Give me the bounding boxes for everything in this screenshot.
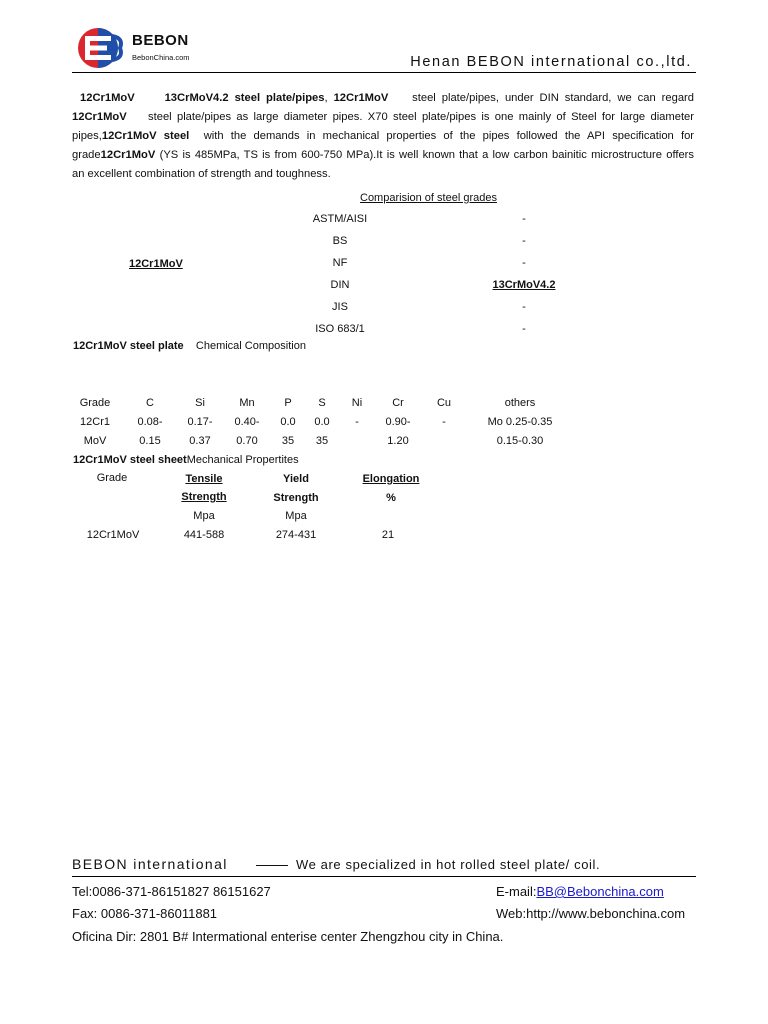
footer-divider <box>72 876 696 877</box>
equiv-bs: - <box>522 235 526 247</box>
footer-fax: Fax: 0086-371-86011881 <box>72 906 218 921</box>
chem-cell: Mo 0.25-0.35 <box>487 416 553 428</box>
grade-name: 13CrMoV4.2 steel plate/pipes <box>164 92 325 104</box>
bebon-logo-icon <box>76 26 130 70</box>
footer-email <box>496 884 664 899</box>
chem-cell: 0.70 <box>236 435 258 447</box>
std-iso: ISO 683/1 <box>315 323 365 335</box>
chemical-title <box>73 340 306 352</box>
text: steel plate/pipes as large diameter pipes. X70 steel plate/pipes is one mainly of Steel for large diameter <box>148 111 695 123</box>
chem-cell: 0.37 <box>189 435 211 447</box>
chem-header: Cr <box>392 397 404 409</box>
chem-header: Grade <box>79 397 111 409</box>
chem-cell: 0.15-0.30 <box>496 435 544 447</box>
chem-header: Mn <box>239 397 255 409</box>
mechanical-title-bold: 12Cr1MoV steel sheet <box>73 454 187 466</box>
std-bs: BS <box>332 235 348 247</box>
equiv-nf: - <box>522 257 526 269</box>
footer-address: Oficina Dir: 2801 B# Intermational enterise center Zhengzhou city in China. <box>72 929 504 944</box>
chemical-title-bold: 12Cr1MoV steel plate <box>73 340 184 352</box>
text: with the demands in mechanical properties of the pipes followed the API specification for <box>203 130 695 142</box>
grade-name: 12Cr1MoV steel <box>101 130 190 142</box>
chem-header: Ni <box>351 397 363 409</box>
chem-header: S <box>318 397 326 409</box>
mech-cell-yield: 274-431 <box>275 529 317 541</box>
mech-header-grade: Grade <box>96 472 128 484</box>
mech-header-elong-unit: % <box>386 492 396 504</box>
chem-cell: 0.15 <box>139 435 161 447</box>
text: pipes, <box>72 130 102 142</box>
chem-cell: 0.0 <box>280 416 296 428</box>
comparison-title-link[interactable]: Comparision of steel grades <box>360 192 497 204</box>
text: , <box>324 92 334 104</box>
text: (YS is 485MPa, TS is from 600-750 MPa).It is well known that a low carbon bainitic microstructure offers <box>159 149 694 161</box>
tensile-link[interactable]: Tensile <box>185 473 223 485</box>
unit-tensile: Mpa <box>193 510 215 522</box>
chem-cell: 35 <box>281 435 295 447</box>
email-link[interactable]: BB@Bebonchina.com <box>536 884 664 899</box>
chem-cell: 12Cr1 <box>80 416 110 428</box>
mech-header-yield-strength: Strength <box>273 492 319 504</box>
grade-name: 12Cr1MoV <box>100 149 156 161</box>
chem-cell: 0.17- <box>187 416 213 428</box>
intro-line <box>72 127 694 146</box>
footer-tagline: We are specialized in hot rolled steel plate/ coil. <box>296 857 601 872</box>
footer-brand: BEBON international <box>72 856 228 872</box>
intro-line <box>72 108 694 127</box>
chem-cell: - <box>442 416 446 428</box>
std-jis: JIS <box>332 301 348 313</box>
mech-cell-grade: 12Cr1MoV <box>86 529 140 541</box>
mech-header-yield: Yield <box>283 473 309 485</box>
chem-cell: 0.90- <box>385 416 411 428</box>
intro-line: an excellent combination of strength and toughness. <box>72 168 331 180</box>
mech-cell-tensile: 441-588 <box>183 529 225 541</box>
company-name: Henan BEBON international co.,ltd. <box>410 54 692 70</box>
grade-name: 12Cr1MoV <box>72 111 127 123</box>
std-din: DIN <box>330 279 350 291</box>
intro-line <box>72 89 694 108</box>
brand-website: BebonChina.com <box>132 53 190 62</box>
std-astm: ASTM/AISI <box>312 213 368 225</box>
footer-web: Web:http://www.bebonchina.com <box>496 906 686 921</box>
grade-name: 12Cr1MoV <box>80 92 135 104</box>
chem-cell: MoV <box>83 435 107 447</box>
chem-cell: 0.08- <box>137 416 163 428</box>
mech-cell-elong: 21 <box>381 529 395 541</box>
mechanical-title-rest: Mechanical Propertites <box>186 454 299 466</box>
strength-link[interactable]: Strength <box>181 491 227 503</box>
elongation-link[interactable]: Elongation <box>362 473 420 485</box>
chem-cell: 0.0 <box>314 416 330 428</box>
chem-cell: 35 <box>315 435 329 447</box>
footer-dash <box>256 865 288 866</box>
chem-header: Si <box>195 397 205 409</box>
text: steel plate/pipes, under DIN standard, we can regard <box>412 92 694 104</box>
intro-paragraph <box>72 89 694 184</box>
chem-header: P <box>284 397 292 409</box>
equiv-jis: - <box>522 301 526 313</box>
equiv-din-link[interactable]: 13CrMoV4.2 <box>492 279 556 291</box>
chem-header: Cu <box>436 397 452 409</box>
chem-cell: - <box>355 416 359 428</box>
header-divider <box>72 72 696 73</box>
email-label: E-mail: <box>496 884 537 899</box>
equiv-astm: - <box>522 213 526 225</box>
unit-yield: Mpa <box>285 510 307 522</box>
intro-line <box>72 146 694 165</box>
footer-tel: Tel:0086-371-86151827 86151627 <box>72 884 271 899</box>
chem-header: C <box>146 397 154 409</box>
mechanical-title <box>73 454 299 466</box>
chem-cell: 1.20 <box>387 435 409 447</box>
equiv-iso: - <box>522 323 526 335</box>
chem-cell: 0.40- <box>234 416 260 428</box>
grade-name: 12Cr1MoV <box>333 92 389 104</box>
chem-header: others <box>504 397 536 409</box>
brand-name: BEBON <box>132 32 189 49</box>
std-nf: NF <box>332 257 348 269</box>
grade-link-12cr1mov[interactable]: 12Cr1MoV <box>129 258 183 270</box>
text: grade <box>72 149 101 161</box>
chemical-title-rest: Chemical Composition <box>195 340 306 352</box>
